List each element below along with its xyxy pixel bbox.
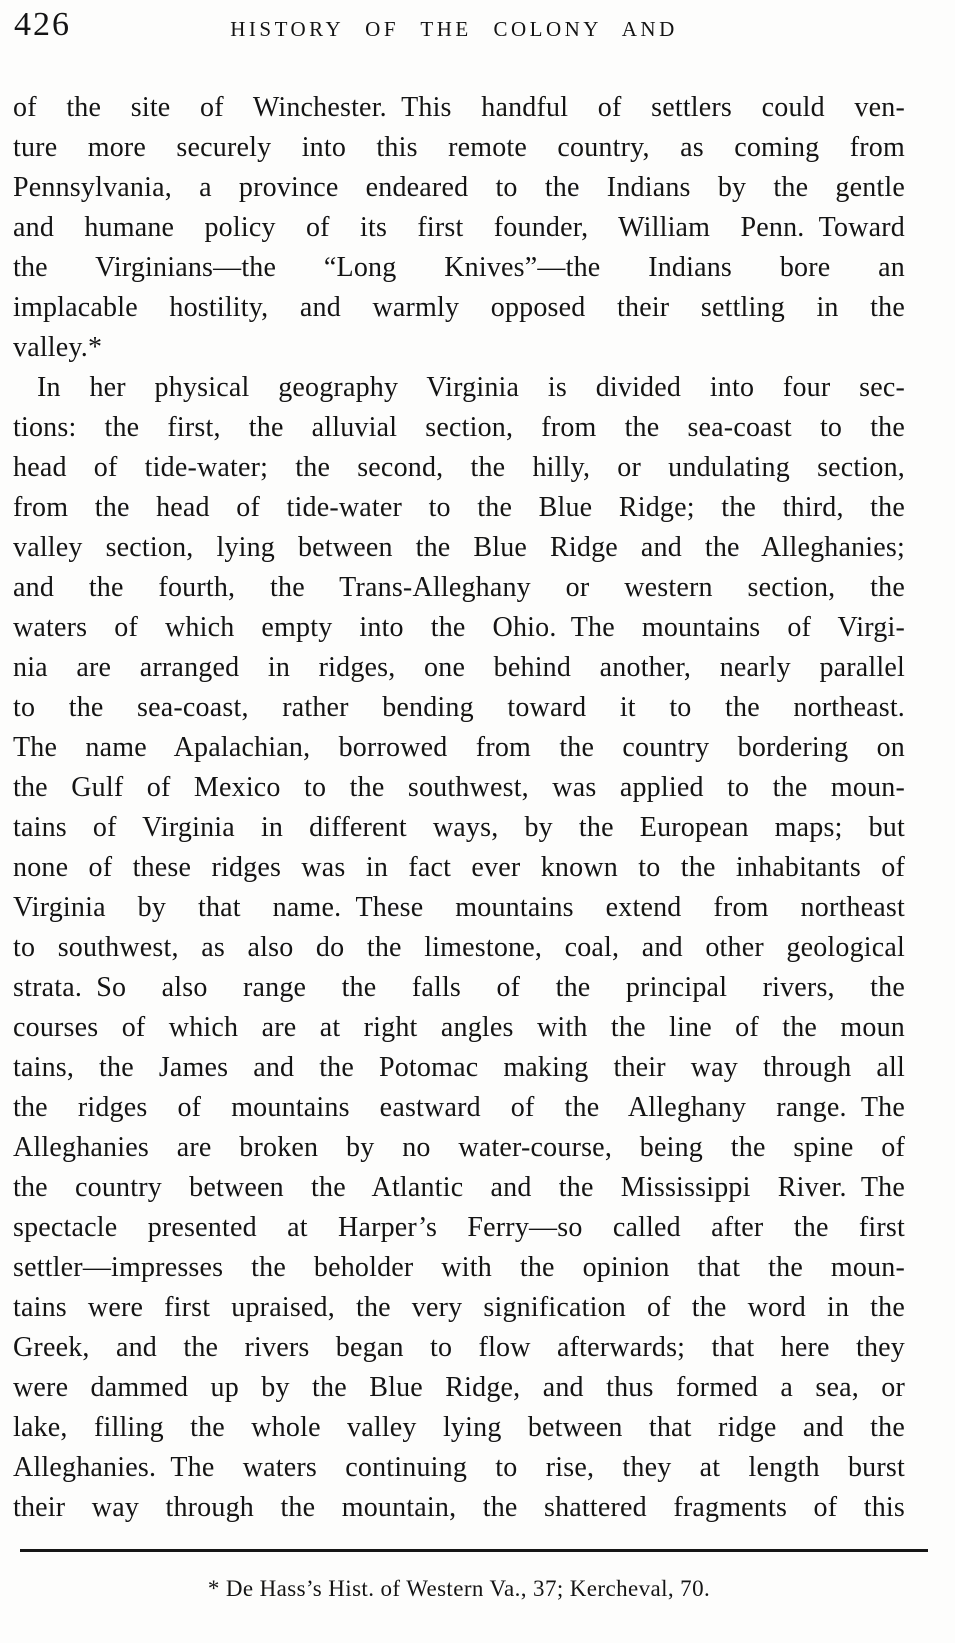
text-line: courses of which are at right angles with the line of the moun xyxy=(13,1012,905,1043)
text-line: the ridges of mountains eastward of the Alleghany range. The xyxy=(13,1092,905,1123)
text-line: implacable hostility, and warmly opposed their settling in the xyxy=(13,292,905,323)
text-line: valley.* xyxy=(13,332,103,363)
text-line: the Virginians—the “Long Knives”—the Indians bore an xyxy=(13,252,905,283)
text-line: settler—impresses the beholder with the opinion that the moun- xyxy=(13,1252,905,1283)
page-body xyxy=(13,88,905,1528)
text-line: to the sea-coast, rather bending toward it to the northeast. xyxy=(13,692,905,723)
text-line: were dammed up by the Blue Ridge, and thus formed a sea, or xyxy=(13,1372,905,1403)
text-line: Greek, and the rivers began to flow afterwards; that here they xyxy=(13,1332,905,1363)
text-line: lake, filling the whole valley lying between that ridge and the xyxy=(13,1412,905,1443)
text-line: tains, the James and the Potomac making their way through all xyxy=(13,1052,905,1083)
text-line: tains were first upraised, the very signification of the word in the xyxy=(13,1292,905,1323)
text-line: nia are arranged in ridges, one behind another, nearly parallel xyxy=(13,652,905,683)
text-line: In her physical geography Virginia is divided into four sec- xyxy=(37,372,905,403)
text-line: tains of Virginia in different ways, by the European maps; but xyxy=(13,812,905,843)
text-line: head of tide-water; the second, the hilly, or undulating section, xyxy=(13,452,905,483)
footnote: * De Hass’s Hist. of Western Va., 37; Kercheval, 70. xyxy=(207,1576,711,1601)
text-line: and the fourth, the Trans-Alleghany or western section, the xyxy=(13,572,905,603)
text-line: Alleghanies are broken by no water-course, being the spine of xyxy=(13,1132,905,1163)
text-line: of the site of Winchester. This handful of settlers could ven- xyxy=(13,92,905,123)
page-number: 426 xyxy=(14,6,71,43)
text-line: to southwest, as also do the limestone, coal, and other geological xyxy=(13,932,905,963)
paragraph-2 xyxy=(13,368,905,1528)
text-line: Alleghanies. The waters continuing to rise, they at length burst xyxy=(13,1452,905,1483)
paragraph-1 xyxy=(13,88,905,368)
text-line: ture more securely into this remote country, as coming from xyxy=(13,132,905,163)
text-line: from the head of tide-water to the Blue Ridge; the third, the xyxy=(13,492,905,523)
text-line: waters of which empty into the Ohio. The mountains of Virgi- xyxy=(13,612,905,643)
text-line: valley section, lying between the Blue Ridge and the Alleghanies; xyxy=(13,532,905,563)
text-line: the country between the Atlantic and the Mississippi River. The xyxy=(13,1172,905,1203)
text-line: and humane policy of its first founder, William Penn. Toward xyxy=(13,212,905,243)
footnote-divider xyxy=(20,1549,928,1552)
text-line: their way through the mountain, the shattered fragments of this xyxy=(13,1492,905,1523)
text-line: Virginia by that name. These mountains extend from northeast xyxy=(13,892,905,923)
text-line: Pennsylvania, a province endeared to the Indians by the gentle xyxy=(13,172,905,203)
text-line: the Gulf of Mexico to the southwest, was applied to the moun- xyxy=(13,772,905,803)
text-line: spectacle presented at Harper’s Ferry—so called after the first xyxy=(13,1212,905,1243)
text-line: none of these ridges was in fact ever known to the inhabitants of xyxy=(13,852,905,883)
text-line: tions: the first, the alluvial section, from the sea-coast to the xyxy=(13,412,905,443)
text-line: The name Apalachian, borrowed from the country bordering on xyxy=(13,732,905,763)
running-title: HISTORY OF THE COLONY AND xyxy=(230,17,678,41)
text-line: strata. So also range the falls of the principal rivers, the xyxy=(13,972,905,1003)
